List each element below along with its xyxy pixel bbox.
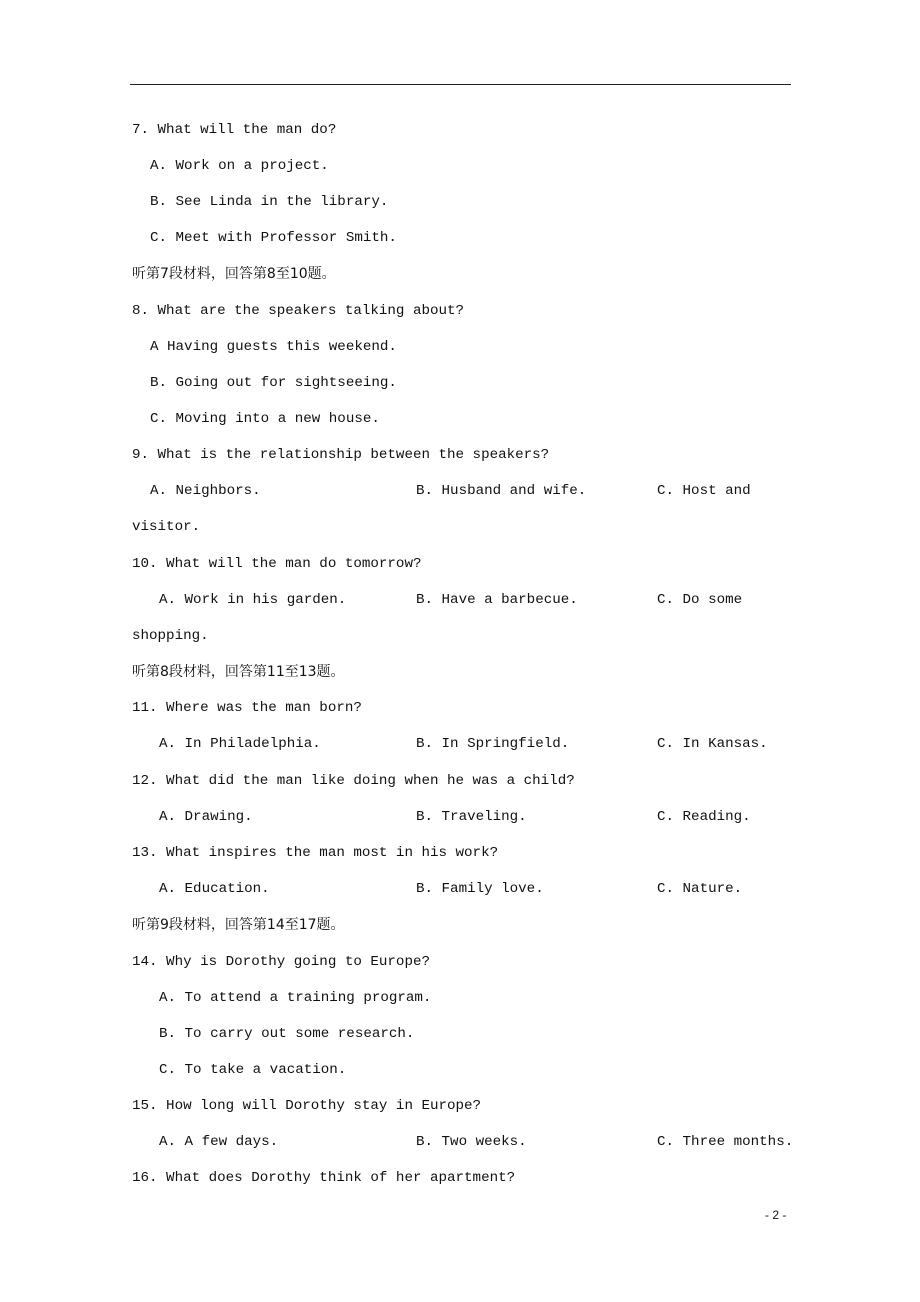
question-12: 12. What did the man like doing when he was a child?	[132, 773, 575, 789]
q11-option-a: A. In Philadelphia.	[159, 736, 321, 752]
q9-option-c: C. Host and	[657, 483, 751, 499]
question-8: 8. What are the speakers talking about?	[132, 303, 465, 319]
question-9: 9. What is the relationship between the speakers?	[132, 447, 550, 463]
question-7: 7. What will the man do?	[132, 122, 337, 138]
q11-option-b: B. In Springfield.	[416, 736, 570, 752]
q13-option-c: C. Nature.	[657, 881, 743, 897]
q10-option-c: C. Do some	[657, 592, 743, 608]
q9-option-a: A. Neighbors.	[150, 483, 261, 499]
q15-option-a: A. A few days.	[159, 1134, 279, 1150]
question-16: 16. What does Dorothy think of her apartment?	[132, 1170, 516, 1186]
question-13: 13. What inspires the man most in his work?	[132, 845, 499, 861]
q8-option-c: C. Moving into a new house.	[150, 411, 380, 427]
q10-option-c-continued: shopping.	[132, 628, 209, 644]
q10-option-a: A. Work in his garden.	[159, 592, 347, 608]
question-14: 14. Why is Dorothy going to Europe?	[132, 954, 430, 970]
q9-option-c-continued: visitor.	[132, 519, 201, 535]
q10-option-b: B. Have a barbecue.	[416, 592, 578, 608]
q14-option-b: B. To carry out some research.	[159, 1026, 415, 1042]
q12-option-b: B. Traveling.	[416, 809, 527, 825]
q12-option-a: A. Drawing.	[159, 809, 253, 825]
q8-option-a: A Having guests this weekend.	[150, 339, 397, 355]
question-10: 10. What will the man do tomorrow?	[132, 556, 422, 572]
question-11: 11. Where was the man born?	[132, 700, 362, 716]
page-number: - 2 -	[765, 1208, 787, 1222]
q9-option-b: B. Husband and wife.	[416, 483, 587, 499]
q14-option-a: A. To attend a training program.	[159, 990, 432, 1006]
q13-option-b: B. Family love.	[416, 881, 544, 897]
section-9-heading: 听第9段材料，回答第14至17题。	[132, 917, 345, 933]
q7-option-a: A. Work on a project.	[150, 158, 329, 174]
q15-option-c: C. Three months.	[657, 1134, 794, 1150]
q15-option-b: B. Two weeks.	[416, 1134, 527, 1150]
q13-option-a: A. Education.	[159, 881, 270, 897]
section-8-heading: 听第8段材料，回答第11至13题。	[132, 664, 345, 680]
q12-option-c: C. Reading.	[657, 809, 751, 825]
q7-option-b: B. See Linda in the library.	[150, 194, 389, 210]
q8-option-b: B. Going out for sightseeing.	[150, 375, 397, 391]
q7-option-c: C. Meet with Professor Smith.	[150, 230, 397, 246]
header-rule	[130, 84, 791, 85]
question-15: 15. How long will Dorothy stay in Europe?	[132, 1098, 482, 1114]
q11-option-c: C. In Kansas.	[657, 736, 768, 752]
section-7-heading: 听第7段材料，回答第8至10题。	[132, 266, 336, 282]
q14-option-c: C. To take a vacation.	[159, 1062, 347, 1078]
